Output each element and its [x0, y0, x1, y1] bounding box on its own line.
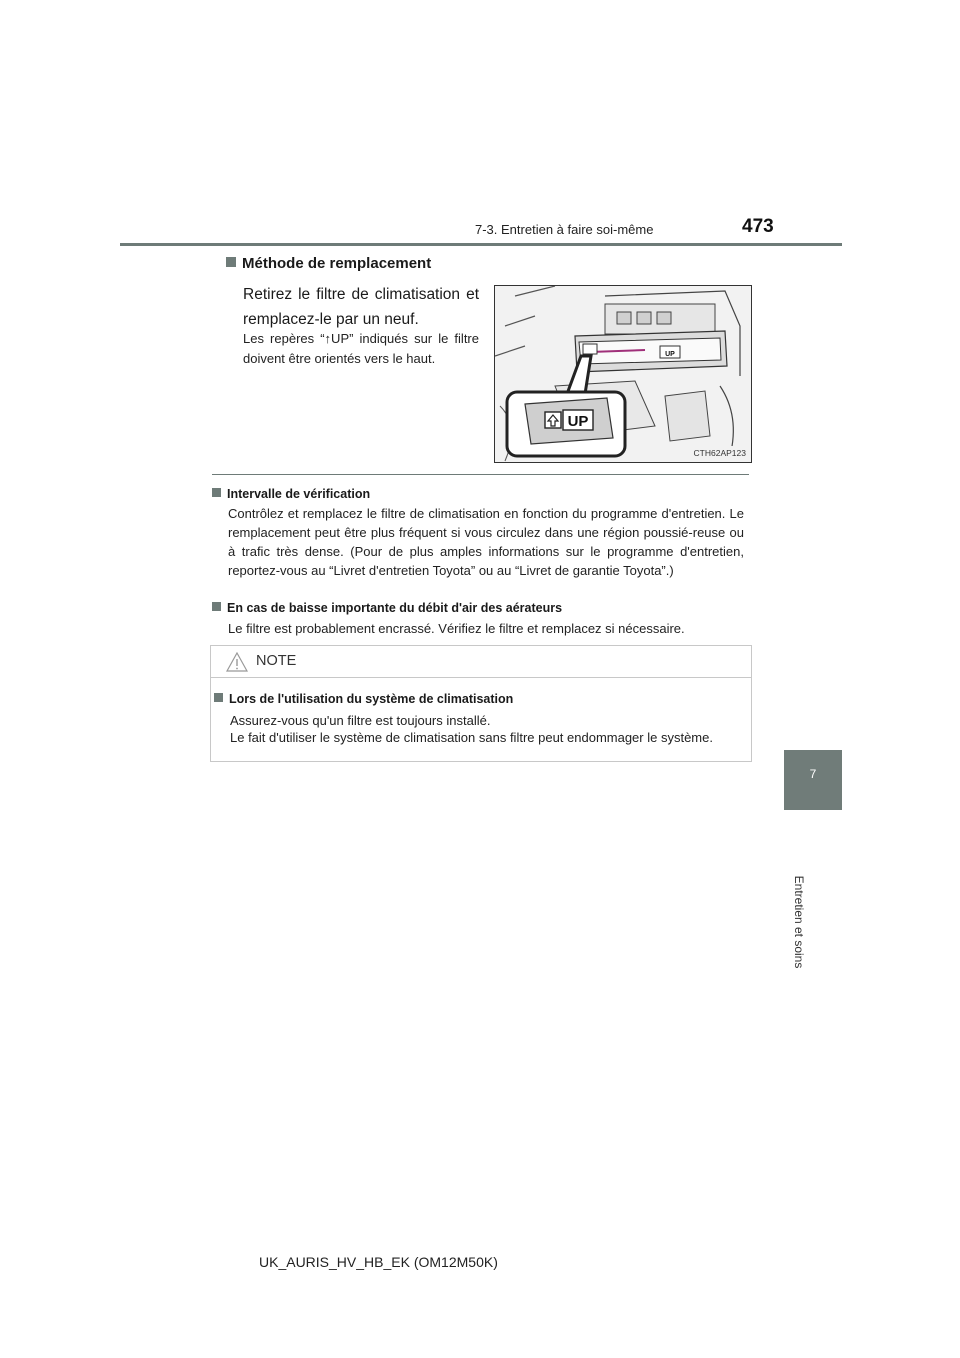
filter-up-label: UP: [665, 351, 675, 358]
chapter-number: 7: [809, 767, 817, 781]
note-title: NOTE: [256, 653, 297, 669]
document-code: UK_AURIS_HV_HB_EK (OM12M50K): [259, 1254, 498, 1270]
interval-heading-text: Intervalle de vérification: [227, 487, 371, 501]
bullet-square-icon: [212, 602, 221, 611]
bullet-square-icon: [226, 257, 236, 267]
airflow-heading-text: En cas de baisse importante du débit d'air des aérateurs: [227, 601, 563, 615]
method-instruction: Retirez le filtre de climatisation et remplacez-le par un neuf.: [243, 286, 479, 328]
filter-drawing: [495, 286, 751, 462]
callout-up-label: UP: [567, 413, 589, 430]
bullet-square-icon: [214, 693, 223, 702]
note-header: [211, 646, 751, 678]
note-line-2: Le fait d'utiliser le système de climatisation sans filtre peut endommager le système.: [230, 730, 713, 745]
chapter-tab: [784, 750, 842, 810]
warning-triangle-icon: [226, 652, 248, 672]
bullet-square-icon: [212, 488, 221, 497]
note-line-1: Assurez-vous qu'un filtre est toujours installé.: [230, 713, 491, 728]
section-divider: [212, 474, 749, 475]
airflow-heading: [212, 599, 562, 617]
chapter-label-text: Entretien et soins: [792, 875, 806, 969]
cabin-filter-illustration: [494, 285, 752, 463]
interval-text: Contrôlez et remplacez le filtre de climatisation en fonction du programme d'entretien. Le remplacement peut être plus fréquent si vous circulez dans une région poussié-reuse ou à trafic très dense. (Pour de plus amples informations sur le programme d'entretien, reportez-vous au “Livret d'entretien Toyota” ou au “Livret de garantie Toyota”.): [228, 506, 744, 578]
header-divider: [120, 243, 842, 246]
method-heading-text: Méthode de remplacement: [242, 255, 432, 272]
airflow-text: Le filtre est probablement encrassé. Vérifiez le filtre et remplacez si nécessaire.: [228, 621, 685, 636]
page-number: 473: [742, 216, 774, 237]
note-heading: [214, 690, 513, 708]
method-heading: [226, 255, 431, 272]
note-box: [210, 645, 752, 762]
interval-heading: [212, 485, 370, 503]
note-heading-text: Lors de l'utilisation du système de climatisation: [229, 692, 514, 706]
section-title: 7-3. Entretien à faire soi-même: [475, 222, 654, 237]
figure-code: CTH62AP123: [693, 448, 746, 458]
method-note: Les repères “↑UP” indiqués sur le filtre doivent être orientés vers le haut.: [243, 331, 479, 366]
